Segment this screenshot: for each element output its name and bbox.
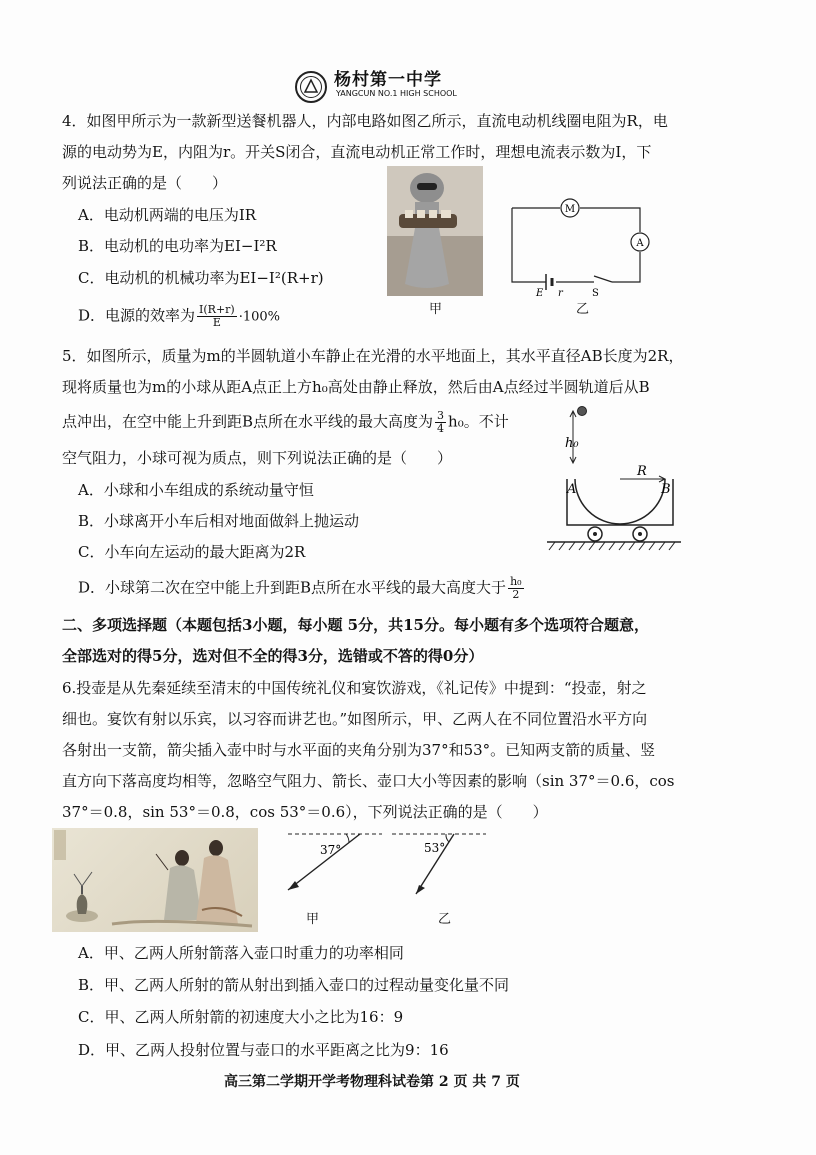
section2-line-2: 全部选对的得5分，选对但不全的得3分，选错或不答的得0分） [62,647,484,665]
q5-line-3-post: h₀。不计 [448,412,509,431]
ball-symbol [578,407,587,416]
arrow-angle-diagram-yi [390,830,490,900]
school-logo [294,70,328,108]
motor-label: M [564,204,576,215]
q4-option-d-fraction [197,304,237,329]
ammeter-label: A [636,238,644,249]
point-a-label: A [567,482,577,497]
q6-line-1: 6.投壶是从先秦延续至清末的中国传统礼仪和宴饮游戏，《礼记传》中提到：“投壶，射之 [62,679,647,697]
q5-option-d-fraction [508,576,524,601]
q6-figure-label-jia: 甲 [306,912,320,927]
q4-line-3: 列说法正确的是（ ） [62,174,228,192]
angle-label-37: 37° [320,843,342,857]
q4-option-d-den: E [212,316,221,329]
q6-option-a: A．甲、乙两人所射箭落入壶口时重力的功率相同 [78,944,404,962]
arrow-angle-diagram-jia [282,830,392,900]
q5-option-d [78,576,526,601]
q4-option-c: C．电动机的机械功率为EI−I²(R+r) [78,269,324,287]
q4-option-d-num: I(R+r) [199,303,235,316]
q5-option-b: B．小球离开小车后相对地面做斜上抛运动 [78,512,360,530]
q5-line-3 [62,410,509,435]
q4-line-1: 4．如图甲所示为一款新型送餐机器人，内部电路如图乙所示，直流电动机线圈电阻为R，电 [62,112,668,130]
q5-option-d-pre: D．小球第二次在空中能上升到距B点所在水平线的最大高度大于 [78,578,507,597]
q5-line-2: 现将质量也为m的小球从距A点正上方h₀高处由静止释放，然后由A点经过半圆轨道后从B [62,378,650,396]
q6-option-b: B．甲、乙两人所射的箭从射出到插入壶口的过程动量变化量不同 [78,976,510,994]
section2-line-1: 二、多项选择题（本题包括3小题，每小题 5分，共15分。每小题有多个选项符合题意， [62,616,649,634]
school-name-en: YANGCUN NO.1 HIGH SCHOOL [336,89,457,98]
radius-label: R [637,464,647,479]
robot-photo [387,166,483,296]
q6-figure-label-yi: 乙 [438,912,452,927]
q5-line-3-fraction [435,410,446,435]
angle-label-53: 53° [424,841,446,855]
height-label: h₀ [565,436,579,451]
q4-option-d [78,304,280,329]
q5-line-3-den: 4 [437,422,445,435]
q6-line-4: 直方向下落高度均相等，忽略空气阻力、箭长、壶口大小等因素的影响（sin 37°＝0.6，cos [62,772,675,790]
q5-option-d-den: 2 [512,588,520,601]
q5-line-3-pre: 点冲出，在空中能上升到距B点所在水平线的最大高度为 [62,412,434,431]
q4-option-d-pre: D．电源的效率为 [78,306,196,325]
q6-option-d: D．甲、乙两人投射位置与壶口的水平距离之比为9：16 [78,1041,449,1059]
q4-figure-label-yi: 乙 [576,302,590,317]
q4-figure-label-jia: 甲 [429,302,443,317]
point-b-label: B [661,482,671,497]
q5-option-c: C．小车向左运动的最大距离为2R [78,543,306,561]
q5-option-d-num: h₀ [510,575,522,588]
q4-line-2: 源的电动势为E，内阻为r。开关S闭合，直流电动机正常工作时，理想电流表示数为I，下 [62,143,652,161]
switch-label: S [592,288,599,298]
internal-resistance-label: r [558,288,563,298]
q4-option-a: A．电动机两端的电压为IR [78,206,257,224]
q6-line-5: 37°＝0.8，sin 53°＝0.8，cos 53°＝0.6），下列说法正确的是（ ） [62,803,548,821]
q5-option-a: A．小球和小车组成的系统动量守恒 [78,481,314,499]
q6-option-c: C．甲、乙两人所射箭的初速度大小之比为16：9 [78,1008,404,1026]
q5-line-4: 空气阻力，小球可视为质点，则下列说法正确的是（ ） [62,449,453,467]
q5-line-3-num: 3 [437,409,445,422]
semicircle-cart-diagram [545,403,685,553]
school-name-cn: 杨村第一中学 [334,70,442,90]
q4-option-d-post: ·100% [238,309,281,325]
circuit-diagram [506,198,651,298]
q6-line-3: 各射出一支箭，箭尖插入壶中时与水平面的夹角分别为37°和53°。已知两支箭的质量、竖 [62,741,656,759]
touhu-painting [52,828,258,932]
emf-label: E [536,288,544,298]
page-footer: 高三第二学期开学考物理科试卷第 2 页 共 7 页 [224,1074,520,1090]
q4-option-b: B．电动机的电功率为EI−I²R [78,237,277,255]
q5-line-1: 5．如图所示，质量为m的半圆轨道小车静止在光滑的水平地面上，其水平直径AB长度为2R， [62,347,684,365]
q6-line-2: 细也。宴饮有射以乐宾，以习容而讲艺也。”如图所示，甲、乙两人在不同位置沿水平方向 [62,710,648,728]
